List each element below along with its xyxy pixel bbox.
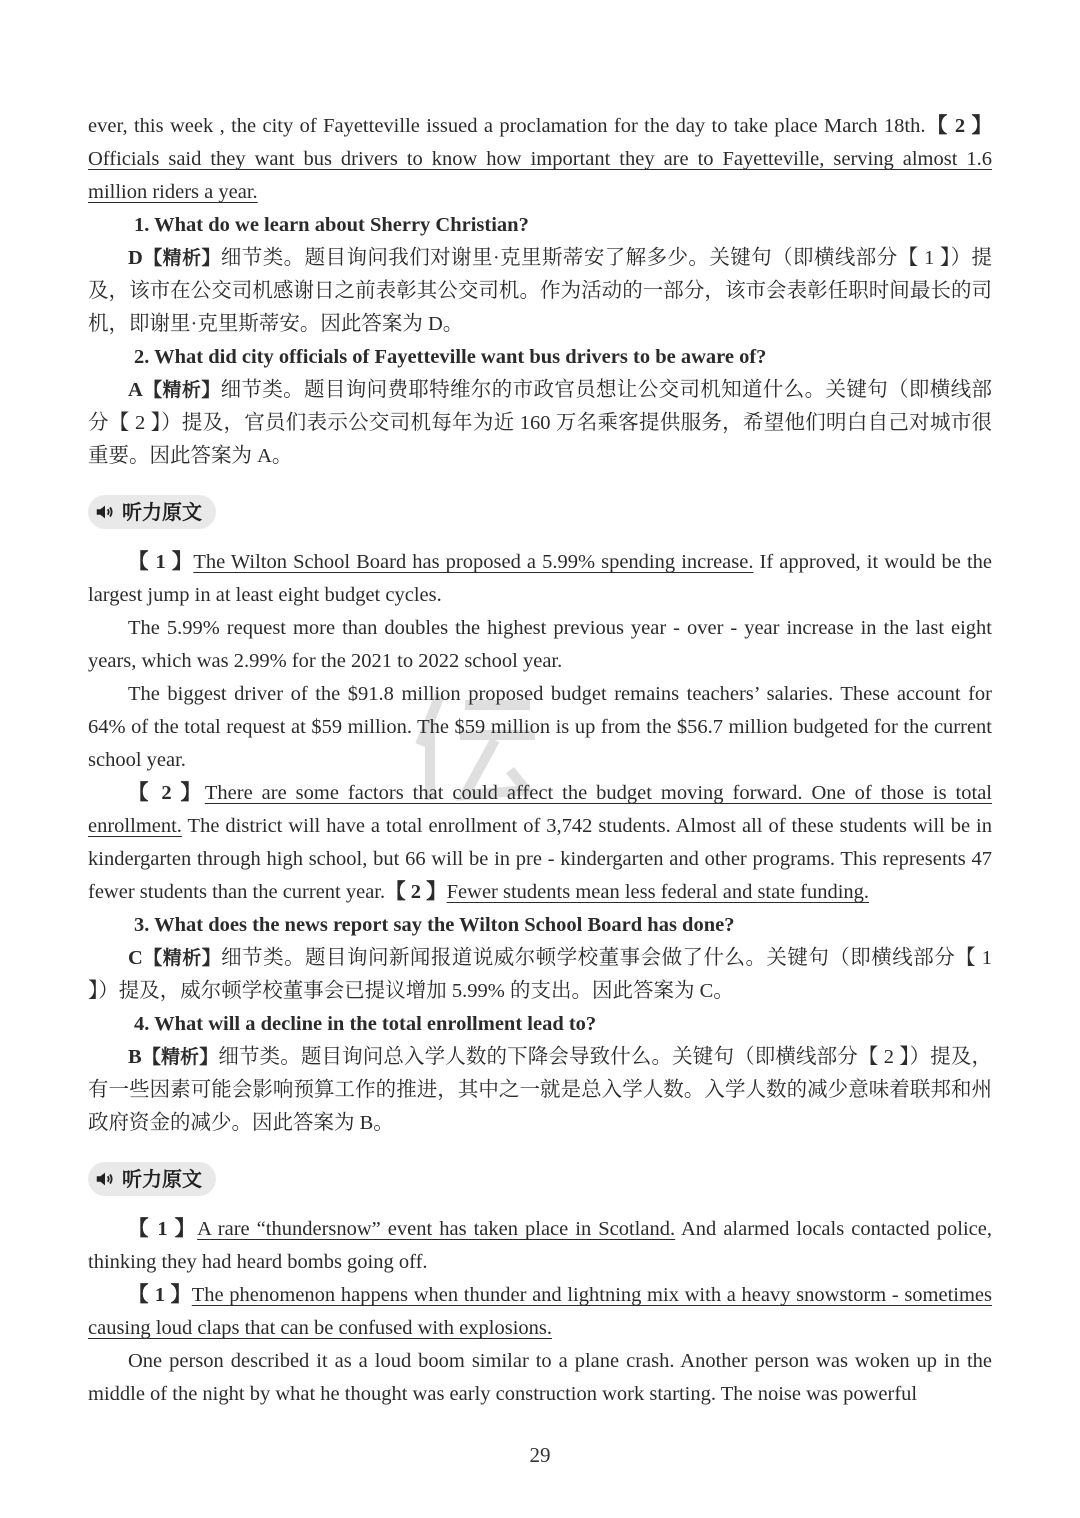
key-sentence: A rare “thundersnow” event has taken place in Scotland. [197,1218,676,1240]
section-header [88,1162,216,1196]
question: 3. What does the news report say the Wilton School Board has done? [134,914,735,936]
question: 4. What will a decline in the total enrollment lead to? [134,1013,597,1035]
marker-tag: 【 1 】 [128,551,194,573]
key-sentence: Fewer students mean less federal and state funding. [446,881,870,903]
text-run: If approved, it would be the largest jump in at least eight budget cycles. [88,551,993,606]
paragraph: One person described it as a loud boom similar to a plane crash. Another person was woken up in the middle of the night by what he thought was early construction work starting. The noise was powerful [88,1350,992,1405]
marker-tag: 【 2 】 [128,782,205,804]
key-sentence: Officials said they want bus drivers to know how important they are to Fayetteville, serving almost 1.6 million riders a year. [88,148,992,203]
answer-analysis [88,942,992,1008]
analysis-label: 【精析】 [141,1046,219,1068]
question: 2. What did city officials of Fayetteville want bus drivers to be aware of? [134,346,767,368]
text-run: And alarmed locals contacted police, thinking they had heard bombs going off. [88,1218,992,1273]
paragraph [88,110,992,209]
page-number: 29 [529,1443,551,1467]
analysis-text: 细节类。题目询问费耶特维尔的市政官员想让公交司机知道什么。关键句（即横线部分【 2 】）提及，官员们表示公交司机每年为近 160 万名乘客提供服务，希望他们明白自己对城市很重要。因此答案为 A。 [88,379,992,467]
marker-tag: 【 1 】 [128,1284,192,1306]
answer-analysis [88,374,992,473]
analysis-text: 细节类。题目询问新闻报道说威尔顿学校董事会做了什么。关键句（即横线部分【 1 】）提及，威尔顿学校董事会已提议增加 5.99% 的支出。因此答案为 C。 [88,947,992,1002]
answer-letter: B [128,1046,142,1068]
marker-tag: 【 1 】 [128,1218,198,1240]
paragraph [88,546,992,612]
paragraph: The biggest driver of the $91.8 million proposed budget remains teachers’ salaries. These account for 64% of the total request at $59 million. The $59 million is up from the $56.7 million budgeted for the current school year. [88,683,992,771]
answer-letter: A [128,379,143,401]
text-run: The district will have a total enrollment of 3,742 students. Almost all of these students will be in kindergarten through high school, but 66 will be in pre - kindergarten and other programs. This represents 47 fewer students than the current year. [88,815,992,903]
paragraph [88,1213,992,1279]
speaker-icon [94,1168,116,1190]
answer-analysis [88,242,992,341]
key-sentence: The Wilton School Board has proposed a 5.99% spending increase. [193,551,754,573]
answer-letter: D [128,247,143,269]
answer-letter: C [128,947,143,969]
speaker-icon [94,501,116,523]
analysis-label: 【精析】 [142,379,221,401]
analysis-label: 【精析】 [142,247,221,269]
key-sentence: There are some factors that could affect the budget moving forward. One of those is total enrollment. [88,782,992,837]
document-page [88,110,992,1411]
paragraph [88,1279,992,1345]
paragraph [88,777,992,909]
section-header [88,495,216,529]
section-header-label: 听力原文 [122,499,202,524]
text-run: ever, this week , the city of Fayetteville issued a proclamation for the day to take place March 18th. [88,115,926,137]
section-header-label: 听力原文 [122,1166,202,1191]
paragraph: The 5.99% request more than doubles the highest previous year - over - year increase in the last eight years, which was 2.99% for the 2021 to 2022 school year. [88,617,992,672]
analysis-label: 【精析】 [142,947,222,969]
marker-tag: 【 2 】 [385,881,447,903]
marker-tag: 【 2 】 [925,115,992,137]
key-sentence: The phenomenon happens when thunder and lightning mix with a heavy snowstorm - sometimes causing loud claps that can be confused with explosions. [88,1284,993,1339]
answer-analysis [88,1041,992,1140]
analysis-text: 细节类。题目询问总入学人数的下降会导致什么。关键句（即横线部分【 2 】）提及，有一些因素可能会影响预算工作的推进，其中之一就是总入学人数。入学人数的减少意味着联邦和州政府资金的减少。因此答案为 B。 [88,1046,992,1134]
analysis-text: 细节类。题目询问我们对谢里·克里斯蒂安了解多少。关键句（即横线部分【 1 】）提及，该市在公交司机感谢日之前表彰其公交司机。作为活动的一部分，该市会表彰任职时间最长的司机，即谢里·克里斯蒂安。因此答案为 D。 [88,247,992,335]
question: 1. What do we learn about Sherry Christian? [134,214,529,236]
